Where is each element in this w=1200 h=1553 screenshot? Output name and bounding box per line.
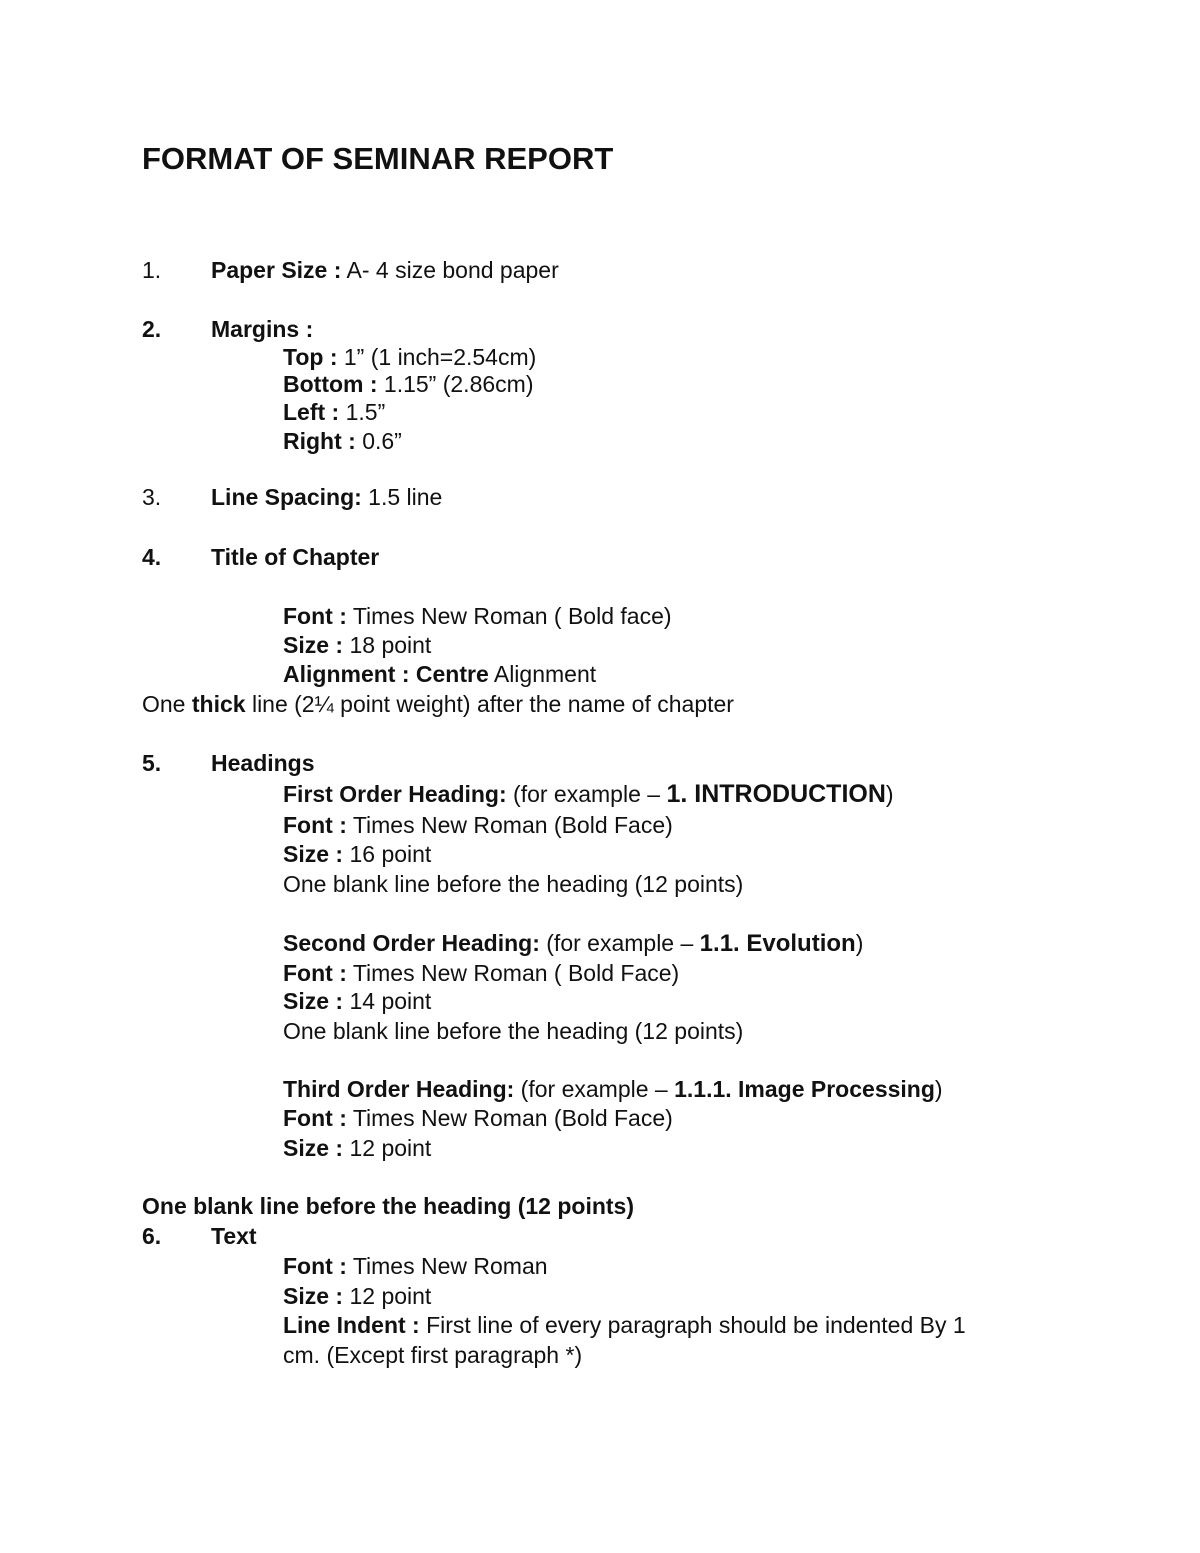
first-order-size-label: Size :	[283, 841, 344, 867]
margin-bottom-label: Bottom :	[283, 371, 378, 397]
second-order-label: Second Order Heading:	[283, 930, 540, 956]
thick-line-note	[142, 690, 734, 718]
section-6-number: 6.	[142, 1223, 162, 1249]
section-2-number: 2.	[142, 316, 162, 342]
margin-left	[283, 398, 385, 426]
margin-top-label: Top :	[283, 344, 338, 370]
chapter-alignment-value: Alignment	[488, 661, 597, 687]
line-indent-continuation: cm. (Except first paragraph *)	[283, 1342, 583, 1368]
margins-heading: Margins :	[211, 316, 314, 342]
margin-right	[283, 427, 402, 455]
text-size-value: 12 point	[343, 1283, 432, 1309]
second-order-font-value: Times New Roman ( Bold Face)	[346, 960, 680, 986]
margin-left-value: 1.5”	[339, 399, 386, 425]
third-order-post: )	[934, 1076, 943, 1102]
thick-line-note-bold: thick	[191, 691, 246, 717]
chapter-size-label: Size :	[283, 632, 344, 658]
third-order-font	[283, 1104, 673, 1132]
first-order-blank-line: One blank line before the heading (12 points)	[283, 871, 744, 897]
chapter-size	[283, 631, 431, 659]
third-order-label: Third Order Heading:	[283, 1076, 515, 1102]
line-indent-label: Line Indent :	[283, 1312, 420, 1338]
page-title: FORMAT OF SEMINAR REPORT	[142, 141, 614, 176]
section-1-number: 1.	[142, 257, 162, 283]
headings-heading: Headings	[211, 750, 315, 776]
third-order-heading	[283, 1075, 943, 1103]
line-spacing-value: 1.5 line	[361, 484, 443, 510]
section-1-paper-size	[211, 256, 559, 284]
third-order-size	[283, 1134, 431, 1162]
chapter-font-value: Times New Roman ( Bold face)	[346, 603, 672, 629]
text-heading: Text	[211, 1223, 257, 1249]
text-size	[283, 1282, 431, 1310]
second-order-size-value: 14 point	[343, 988, 432, 1014]
paper-size-value: A- 4 size bond paper	[341, 257, 559, 283]
first-order-heading	[283, 780, 894, 808]
margin-top	[283, 343, 536, 371]
second-order-font-label: Font :	[283, 960, 347, 986]
third-order-pre: (for example –	[514, 1076, 675, 1102]
section-3-number: 3.	[142, 484, 162, 510]
thick-line-note-post: line (2¼ point weight) after the name of chapter	[245, 691, 734, 717]
chapter-font-label: Font :	[283, 603, 347, 629]
margin-bottom-value: 1.15” (2.86cm)	[377, 371, 534, 397]
third-order-example: 1.1.1. Image Processing	[674, 1076, 935, 1102]
section-5-number: 5.	[142, 750, 162, 776]
margin-right-value: 0.6”	[355, 428, 402, 454]
second-order-heading	[283, 929, 863, 958]
second-order-font	[283, 959, 679, 987]
second-order-size	[283, 987, 431, 1015]
margin-bottom	[283, 370, 533, 398]
third-order-size-label: Size :	[283, 1135, 344, 1161]
second-order-size-label: Size :	[283, 988, 344, 1014]
text-font	[283, 1252, 548, 1280]
first-order-font-label: Font :	[283, 812, 347, 838]
paper-size-label: Paper Size :	[211, 257, 342, 283]
margin-top-value: 1” (1 inch=2.54cm)	[337, 344, 537, 370]
second-order-post: )	[855, 930, 864, 956]
text-font-value: Times New Roman	[346, 1253, 548, 1279]
first-order-size-value: 16 point	[343, 841, 432, 867]
second-order-example: 1.1. Evolution	[699, 930, 856, 957]
first-order-example: 1. INTRODUCTION	[666, 780, 886, 808]
third-order-font-label: Font :	[283, 1105, 347, 1131]
third-order-size-value: 12 point	[343, 1135, 432, 1161]
second-order-blank-line: One blank line before the heading (12 points)	[283, 1018, 744, 1044]
first-order-font	[283, 811, 673, 839]
thick-line-note-pre: One	[142, 691, 192, 717]
first-order-font-value: Times New Roman (Bold Face)	[346, 812, 673, 838]
title-of-chapter-heading: Title of Chapter	[211, 544, 380, 570]
text-size-label: Size :	[283, 1283, 344, 1309]
chapter-size-value: 18 point	[343, 632, 432, 658]
blank-line-note-bold: One blank line before the heading (12 points)	[142, 1193, 635, 1219]
text-font-label: Font :	[283, 1253, 347, 1279]
margin-right-label: Right :	[283, 428, 356, 454]
line-indent-value: First line of every paragraph should be indented By 1	[419, 1312, 966, 1338]
chapter-font	[283, 602, 672, 630]
first-order-size	[283, 840, 431, 868]
section-3-line-spacing	[211, 483, 442, 511]
section-4-number: 4.	[142, 544, 162, 570]
margin-left-label: Left :	[283, 399, 340, 425]
second-order-pre: (for example –	[539, 930, 700, 956]
first-order-pre: (for example –	[506, 781, 667, 807]
line-indent	[283, 1311, 966, 1339]
first-order-post: )	[885, 781, 894, 807]
first-order-label: First Order Heading:	[283, 781, 507, 807]
line-spacing-label: Line Spacing:	[211, 484, 362, 510]
chapter-alignment	[283, 660, 596, 688]
third-order-font-value: Times New Roman (Bold Face)	[346, 1105, 673, 1131]
chapter-alignment-label: Alignment : Centre	[283, 661, 489, 687]
